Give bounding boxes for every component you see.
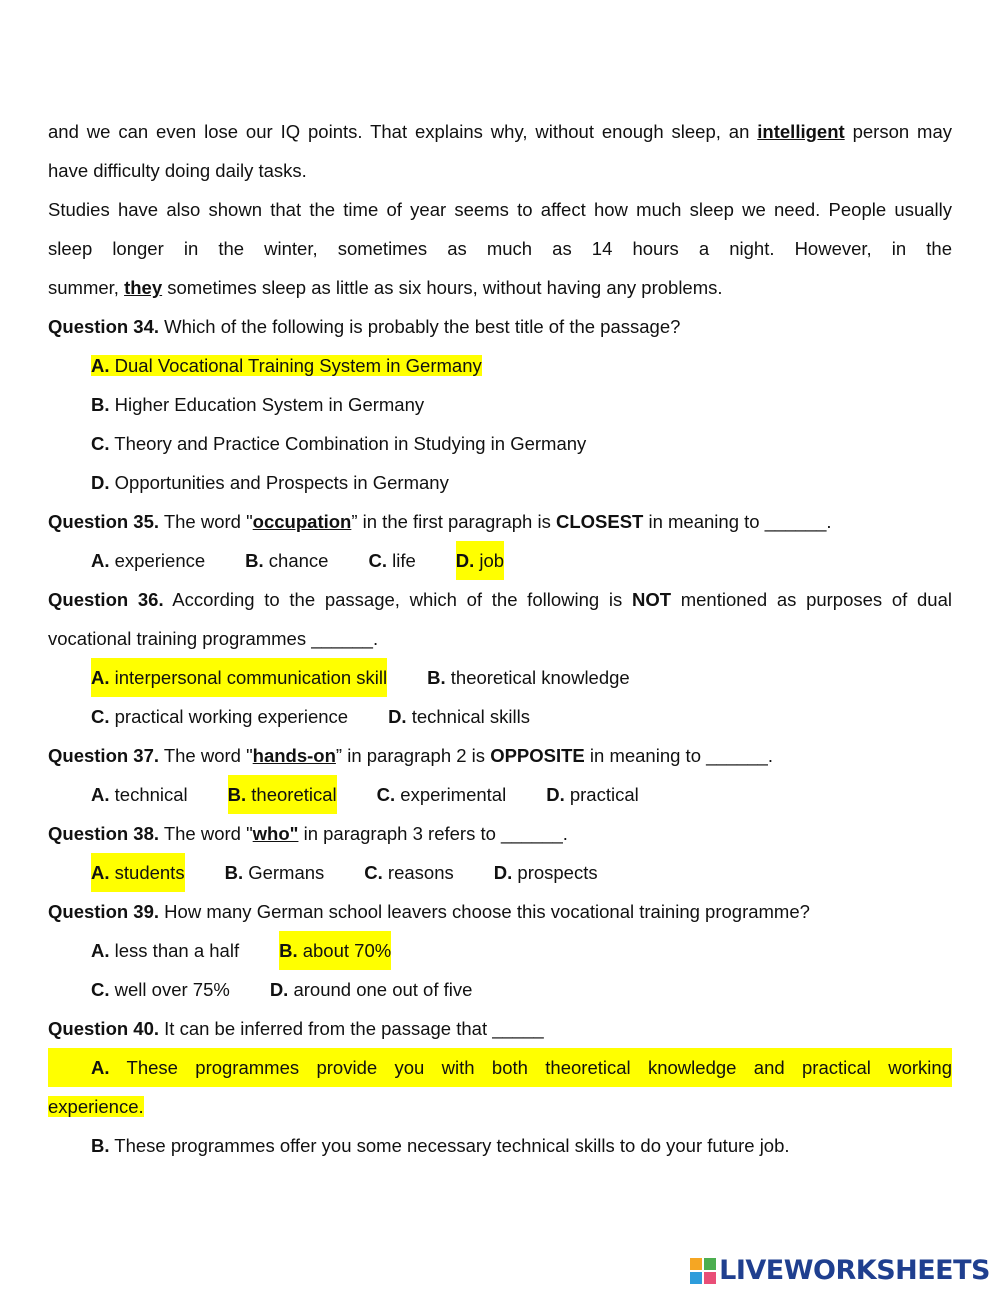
passage-line-1: and we can even lose our IQ points. That explains why, without enough sleep, an intelligent person may	[48, 121, 953, 142]
q37-option-b[interactable]: B. theoretical	[228, 775, 337, 814]
q39-option-a[interactable]: A. less than a half	[91, 940, 240, 961]
question-38: Question 38. The word "who" in paragraph 3 refers to ______.	[48, 823, 568, 844]
underlined-word-intelligent: intelligent	[757, 121, 845, 142]
q34-option-c[interactable]: C. Theory and Practice Combination in Studying in Germany	[91, 433, 587, 454]
worksheet-page	[48, 112, 952, 1165]
passage-line-2: have difficulty doing daily tasks.	[48, 160, 307, 181]
q36-option-a[interactable]: A. interpersonal communication skill	[91, 658, 387, 697]
underlined-word-occupation: occupation	[252, 511, 352, 532]
logo-text: LIVEWORKSHEETS	[719, 1254, 990, 1286]
q36-option-c[interactable]: C. practical working experience	[91, 706, 349, 727]
q38-option-c[interactable]: C. reasons	[364, 862, 454, 883]
q40-option-a[interactable]: A. These programmes provide you with both theoretical knowledge and practical working	[48, 1048, 952, 1087]
q36-option-d[interactable]: D. technical skills	[388, 706, 530, 727]
q37-option-a[interactable]: A. technical	[91, 784, 188, 805]
question-35: Question 35. The word "occupation” in the first paragraph is CLOSEST in meaning to ______.	[48, 511, 832, 532]
q38-option-a[interactable]: A. students	[91, 853, 185, 892]
question-37: Question 37. The word "hands-on” in paragraph 2 is OPPOSITE in meaning to ______.	[48, 745, 773, 766]
q35-option-a[interactable]: A. experience	[91, 550, 206, 571]
q40-option-a-cont: experience.	[48, 1096, 144, 1117]
q35-option-c[interactable]: C. life	[368, 550, 416, 571]
passage-line-3: Studies have also shown that the time of year seems to affect how much sleep we need. People usually	[48, 199, 952, 220]
q37-option-d[interactable]: D. practical	[546, 784, 639, 805]
liveworksheets-logo	[690, 1250, 990, 1290]
question-34: Question 34. Which of the following is probably the best title of the passage?	[48, 316, 681, 337]
q34-option-a[interactable]: A. Dual Vocational Training System in Germany	[91, 355, 482, 376]
q35-options	[48, 541, 952, 580]
q35-option-b[interactable]: B. chance	[245, 550, 329, 571]
q36-options-row2	[48, 697, 952, 736]
q37-option-c[interactable]: C. experimental	[376, 784, 507, 805]
question-36: Question 36. According to the passage, which of the following is NOT mentioned as purposes of dual	[48, 589, 952, 610]
q39-option-d[interactable]: D. around one out of five	[269, 979, 473, 1000]
q38-option-b[interactable]: B. Germans	[224, 862, 325, 883]
underlined-word-they: they	[124, 277, 163, 298]
underlined-word-who: who"	[252, 823, 299, 844]
q39-options-row2	[48, 970, 952, 1009]
q36-option-b[interactable]: B. theoretical knowledge	[427, 667, 630, 688]
q38-option-d[interactable]: D. prospects	[493, 862, 598, 883]
q39-option-b[interactable]: B. about 70%	[279, 931, 391, 970]
q36-options-row1	[48, 658, 952, 697]
question-36-cont: vocational training programmes ______.	[48, 628, 379, 649]
q35-option-d[interactable]: D. job	[456, 541, 504, 580]
q34-option-b[interactable]: B. Higher Education System in Germany	[91, 394, 425, 415]
question-label: Question 34.	[48, 316, 160, 337]
liveworksheets-logo-icon	[690, 1256, 716, 1284]
passage-line-4: sleep longer in the winter, sometimes as much as 14 hours a night. However, in the	[48, 238, 952, 259]
q37-options	[48, 775, 952, 814]
question-39: Question 39. How many German school leavers choose this vocational training programme?	[48, 901, 810, 922]
q34-option-d[interactable]: D. Opportunities and Prospects in Germany	[91, 472, 449, 493]
passage-line-5: summer, they sometimes sleep as little as six hours, without having any problems.	[48, 277, 723, 298]
question-40: Question 40. It can be inferred from the passage that _____	[48, 1018, 544, 1039]
underlined-word-hands-on: hands-on	[252, 745, 336, 766]
q39-options-row1	[48, 931, 952, 970]
q40-option-b[interactable]: B. These programmes offer you some necessary technical skills to do your future job.	[91, 1135, 790, 1156]
q39-option-c[interactable]: C. well over 75%	[91, 979, 230, 1000]
q38-options	[48, 853, 952, 892]
